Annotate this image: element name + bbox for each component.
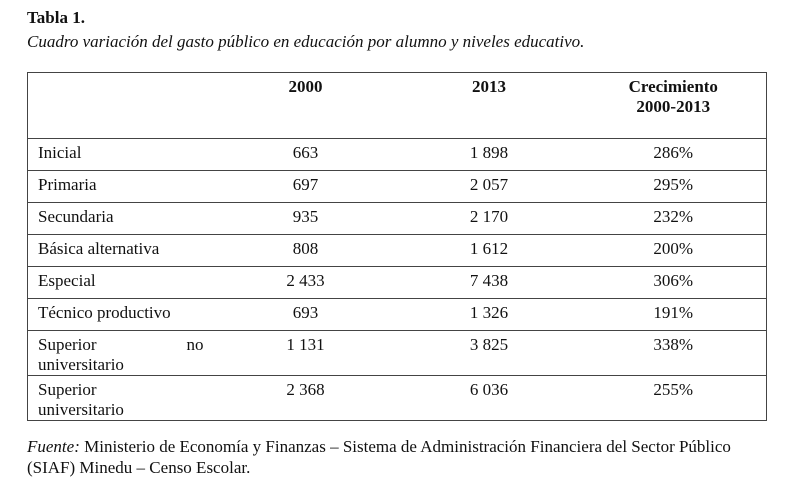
cell-growth: 286%: [581, 139, 767, 171]
table-row: [28, 171, 767, 203]
table-header-row: [28, 73, 767, 139]
cell-2000: 663: [214, 139, 398, 171]
table-row: [28, 235, 767, 267]
row-label: Básica alternativa: [28, 235, 214, 267]
table-caption-title: Tabla 1.: [27, 8, 85, 27]
table-caption-subtitle: Cuadro variación del gasto público en educación por alumno y niveles educativo.: [27, 32, 585, 51]
table-row: [28, 331, 767, 376]
row-label: Inicial: [28, 139, 214, 171]
header-growth: [581, 73, 767, 139]
row-label-part: no: [186, 335, 204, 354]
table-row: [28, 299, 767, 331]
table-row: [28, 267, 767, 299]
cell-2013: 2 057: [398, 171, 581, 203]
cell-2000: 1 131: [214, 331, 398, 376]
cell-2013: 1 612: [398, 235, 581, 267]
cell-growth: 232%: [581, 203, 767, 235]
cell-2013: 3 825: [398, 331, 581, 376]
row-label-line1: [38, 335, 204, 355]
header-growth-line2: 2000-2013: [636, 97, 711, 116]
source-note: [27, 436, 775, 478]
cell-2000: 693: [214, 299, 398, 331]
header-2013: 2013: [398, 73, 581, 139]
cell-2000: 697: [214, 171, 398, 203]
row-label-line2: universitario: [38, 400, 124, 419]
header-growth-line1: Crecimiento: [628, 77, 718, 96]
cell-2000: 808: [214, 235, 398, 267]
cell-2013: 2 170: [398, 203, 581, 235]
cell-2000: 935: [214, 203, 398, 235]
data-table: [27, 72, 767, 421]
header-2000: 2000: [214, 73, 398, 139]
row-label: Secundaria: [28, 203, 214, 235]
row-label: Primaria: [28, 171, 214, 203]
cell-growth: 255%: [581, 376, 767, 421]
row-label-line1: Superior: [38, 380, 97, 399]
row-label: [28, 331, 214, 376]
cell-2000: 2 368: [214, 376, 398, 421]
cell-growth: 200%: [581, 235, 767, 267]
source-text: Ministerio de Economía y Finanzas – Sistema de Administración Financiera del Sector Público (SIAF) Minedu – Censo Escolar.: [27, 437, 731, 477]
cell-2013: 1 898: [398, 139, 581, 171]
cell-2013: 7 438: [398, 267, 581, 299]
row-label: Especial: [28, 267, 214, 299]
header-corner: [28, 73, 214, 139]
cell-2000: 2 433: [214, 267, 398, 299]
cell-2013: 1 326: [398, 299, 581, 331]
cell-growth: 338%: [581, 331, 767, 376]
cell-growth: 191%: [581, 299, 767, 331]
cell-growth: 306%: [581, 267, 767, 299]
table-row: [28, 203, 767, 235]
row-label-part: Superior: [38, 335, 97, 354]
cell-2013: 6 036: [398, 376, 581, 421]
row-label: Técnico productivo: [28, 299, 214, 331]
cell-growth: 295%: [581, 171, 767, 203]
row-label: [28, 376, 214, 421]
row-label-line2: universitario: [38, 355, 124, 374]
table-row: [28, 139, 767, 171]
source-label: Fuente:: [27, 437, 80, 456]
table-row: [28, 376, 767, 421]
